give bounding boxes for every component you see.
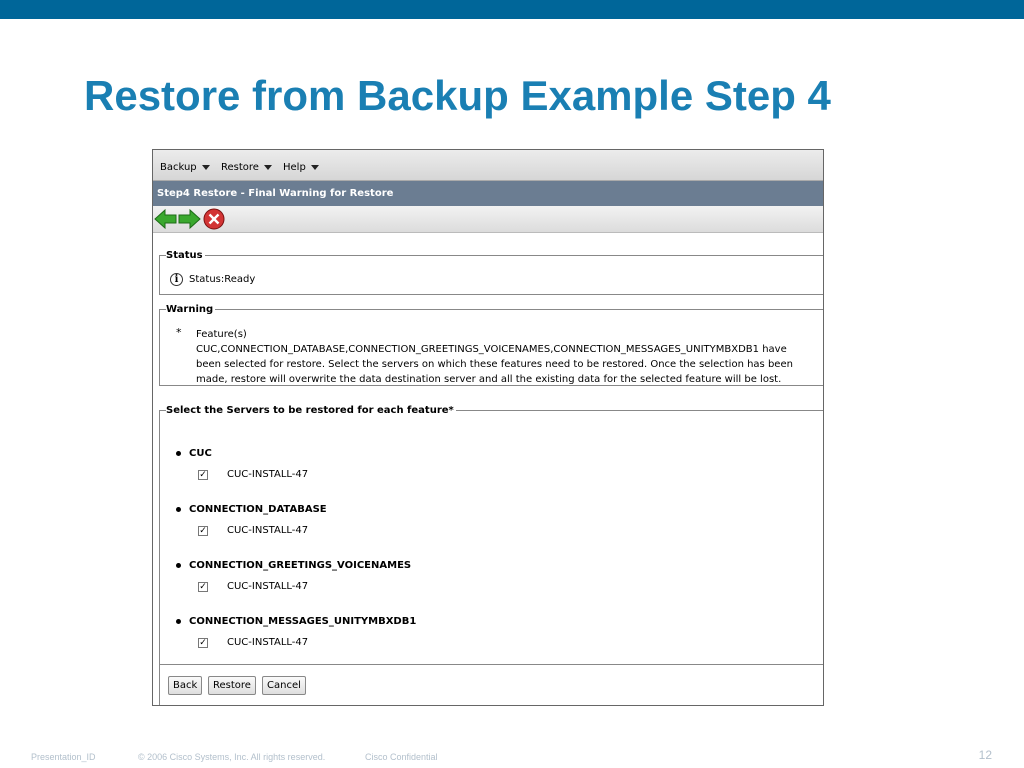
menu-bar bbox=[153, 150, 823, 181]
status-section bbox=[159, 250, 823, 295]
chevron-down-icon bbox=[311, 165, 319, 170]
server-name: CUC-INSTALL-47 bbox=[227, 581, 309, 592]
server-row bbox=[198, 469, 308, 480]
app-window bbox=[152, 149, 824, 706]
feature-name: CONNECTION_GREETINGS_VOICENAMES bbox=[189, 560, 412, 571]
warning-legend: Warning bbox=[166, 304, 214, 315]
server-name: CUC-INSTALL-47 bbox=[227, 469, 309, 480]
warning-line: made, restore will overwrite the data destination server and all the existing data for the selected feature will be lost. bbox=[196, 374, 782, 385]
warning-section bbox=[159, 304, 823, 386]
server-row bbox=[198, 637, 308, 648]
warning-line: been selected for restore. Select the servers on which these features need to be restored. Once the selection has been bbox=[196, 359, 793, 370]
red-x-icon[interactable] bbox=[202, 208, 226, 230]
back-button[interactable]: Back bbox=[168, 676, 202, 695]
restore-button[interactable]: Restore bbox=[208, 676, 256, 695]
warning-bullet: * bbox=[176, 326, 182, 339]
status-legend: Status bbox=[166, 250, 203, 261]
bullet-icon bbox=[176, 507, 181, 512]
feature-name: CUC bbox=[189, 448, 212, 459]
menu-restore-label: Restore bbox=[221, 162, 259, 173]
info-icon: i bbox=[170, 273, 183, 286]
menu-restore[interactable] bbox=[221, 162, 272, 173]
server-row bbox=[198, 581, 308, 592]
footer-presentation-id: Presentation_ID bbox=[31, 752, 96, 762]
feature-name: CONNECTION_DATABASE bbox=[189, 504, 327, 515]
server-checkbox[interactable]: ✓ bbox=[199, 525, 207, 536]
slide-top-bar bbox=[0, 0, 1024, 19]
page-title-bar bbox=[153, 181, 823, 206]
feature-name: CONNECTION_MESSAGES_UNITYMBXDB1 bbox=[189, 616, 417, 627]
menu-backup-label: Backup bbox=[160, 162, 197, 173]
server-checkbox[interactable]: ✓ bbox=[199, 469, 207, 480]
bullet-icon bbox=[176, 619, 181, 624]
servers-section bbox=[159, 405, 823, 665]
page-title: Step4 Restore - Final Warning for Restore bbox=[157, 188, 394, 199]
feature-item bbox=[176, 504, 327, 516]
feature-item bbox=[176, 616, 416, 628]
servers-legend: Select the Servers to be restored for each feature* bbox=[166, 405, 454, 416]
warning-line: Feature(s) bbox=[196, 329, 247, 340]
menu-help[interactable] bbox=[283, 162, 319, 173]
feature-item bbox=[176, 560, 411, 572]
server-name: CUC-INSTALL-47 bbox=[227, 637, 309, 648]
toolbar bbox=[153, 206, 823, 233]
menu-help-label: Help bbox=[283, 162, 306, 173]
cancel-button[interactable]: Cancel bbox=[262, 676, 306, 695]
server-checkbox[interactable]: ✓ bbox=[199, 637, 207, 648]
bullet-icon bbox=[176, 451, 181, 456]
feature-item bbox=[176, 448, 212, 460]
menu-backup[interactable] bbox=[160, 162, 210, 173]
server-name: CUC-INSTALL-47 bbox=[227, 525, 309, 536]
warning-line: CUC,CONNECTION_DATABASE,CONNECTION_GREETINGS_VOICENAMES,CONNECTION_MESSAGES_UNITYMBXDB1 have bbox=[196, 344, 787, 355]
footer-confidential: Cisco Confidential bbox=[365, 752, 438, 762]
page-number: 12 bbox=[978, 748, 992, 762]
green-right-arrow-icon[interactable] bbox=[177, 208, 201, 230]
chevron-down-icon bbox=[264, 165, 272, 170]
status-line bbox=[170, 273, 255, 286]
server-row bbox=[198, 525, 308, 536]
warning-message bbox=[196, 327, 824, 387]
button-bar bbox=[159, 664, 823, 705]
bullet-icon bbox=[176, 563, 181, 568]
chevron-down-icon bbox=[202, 165, 210, 170]
footer-copyright: © 2006 Cisco Systems, Inc. All rights reserved. bbox=[138, 752, 326, 762]
status-text: Status:Ready bbox=[189, 274, 256, 285]
green-left-arrow-icon[interactable] bbox=[154, 208, 178, 230]
slide-title: Restore from Backup Example Step 4 bbox=[84, 72, 831, 119]
server-checkbox[interactable]: ✓ bbox=[199, 581, 207, 592]
